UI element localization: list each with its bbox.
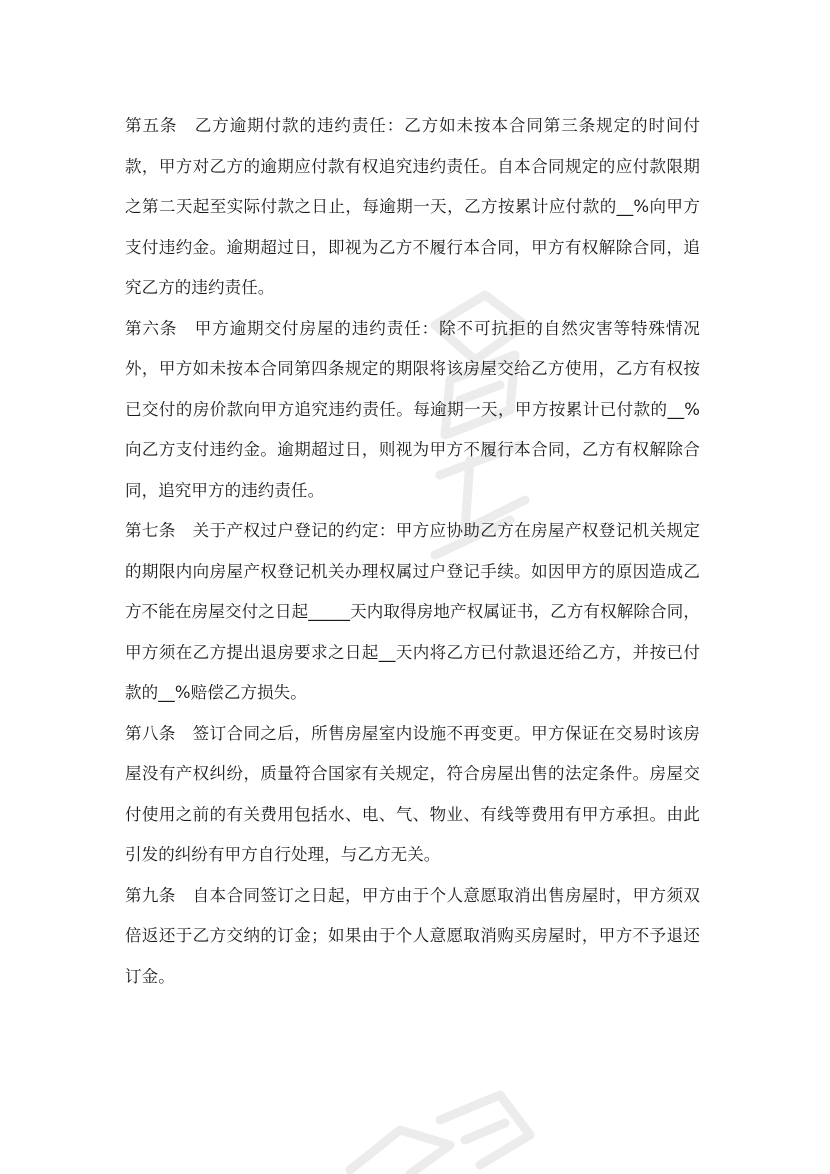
clause-7: 第七条 关于产权过户登记的约定：甲方应协助乙方在房屋产权登记机关规定的期限内向房屋产权登记机关办理权属过户登记手续。如因甲方的原因造成乙方不能在房屋交付之日起_____天内取得房地产权属证书，乙方有权解除合同，甲方须在乙方提出退房要求之日起__天内将乙方已付款退还给乙方，并按已付款的__%赔偿乙方损失。: [125, 521, 700, 702]
clause-9: 第九条 自本合同签订之日起，甲方由于个人意愿取消出售房屋时，甲方须双倍返还于乙方交纳的订金；如果由于个人意愿取消购买房屋时，甲方不予退还订金。: [125, 885, 700, 986]
clause-6: 第六条 甲方逾期交付房屋的违约责任：除不可抗拒的自然灾害等特殊情况外，甲方如未按本合同第四条规定的期限将该房屋交给乙方使用，乙方有权按已交付的房价款向甲方追究违约责任。每逾期一天，甲方按累计已付款的__%向乙方支付违约金。逾期超过日，则视为甲方不履行本合同，乙方有权解除合同，追究甲方的违约责任。: [125, 318, 700, 500]
watermark-logo-icon-bottom: [330, 1075, 550, 1174]
clause-5: 第五条 乙方逾期付款的违约责任：乙方如未按本合同第三条规定的时间付款，甲方对乙方的逾期应付款有权追究违约责任。自本合同规定的应付款限期之第二天起至实际付款之日止，每逾期一天，乙方按累计应付款的__%向甲方支付违约金。逾期超过日，即视为乙方不履行本合同，甲方有权解除合同，追究乙方的违约责任。: [125, 116, 700, 297]
clause-8: 第八条 签订合同之后，所售房屋室内设施不再变更。甲方保证在交易时该房屋没有产权纠纷，质量符合国家有关规定，符合房屋出售的法定条件。房屋交付使用之前的有关费用包括水、电、气、物业、有线等费用有甲方承担。由此引发的纠纷有甲方自行处理，与乙方无关。: [125, 723, 700, 864]
contract-body: [125, 106, 700, 997]
